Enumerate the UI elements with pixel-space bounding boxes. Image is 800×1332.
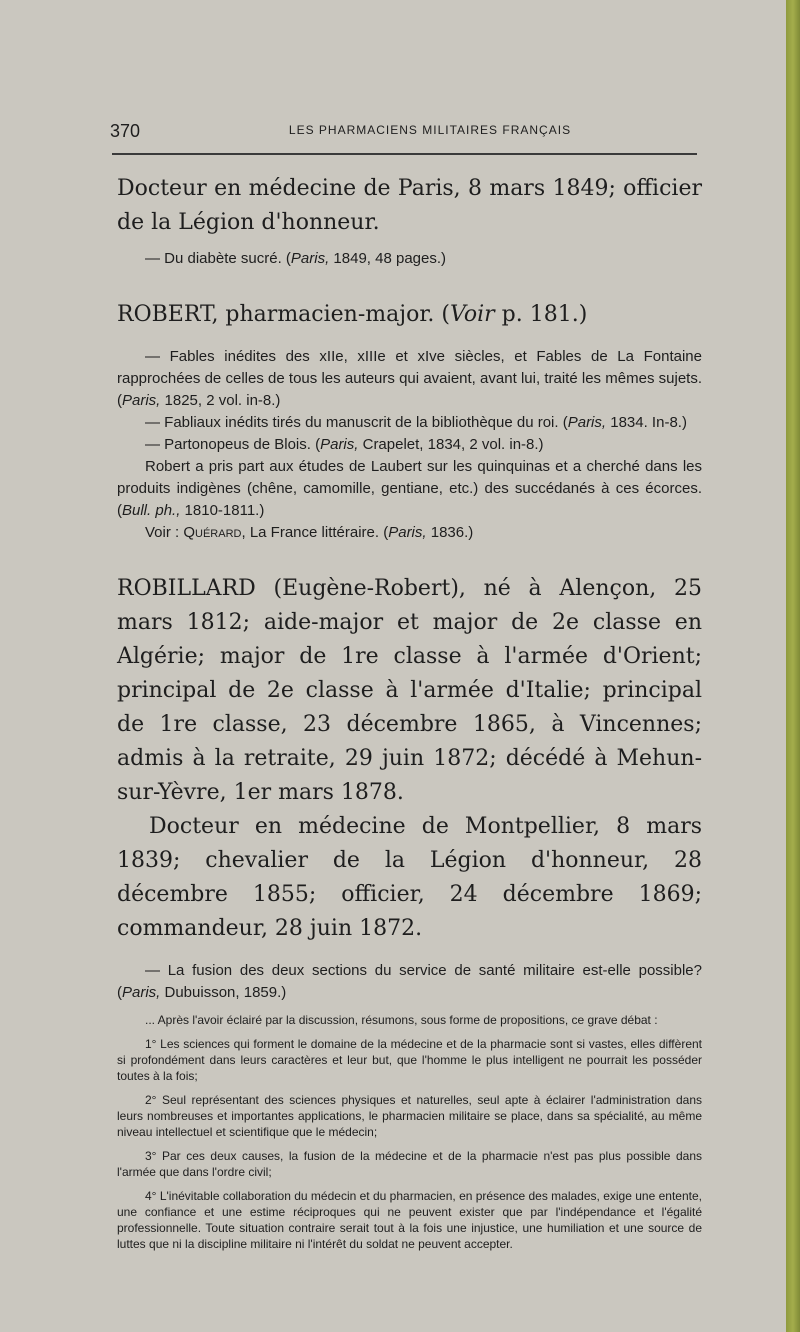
voir-city: Paris, (388, 524, 427, 541)
work-details: 1825, 2 vol. in-8.) (160, 392, 281, 409)
quote-point-1: 1° Les sciences qui forment le domaine de la médecine et de la pharmacie sont si vastes, elles diffèrent si profondément dans leurs caractères et leur but, que l'homme le plus intelligent ne pourrait les posséder toutes à la fois; (117, 1037, 702, 1083)
work-details: Crapelet, 1834, 2 vol. in-8.) (358, 436, 544, 453)
robert-note (117, 456, 702, 522)
robillard-work (117, 960, 702, 1004)
work-title: — Fables inédites des xIIe, xIIIe et xIve siècles, et Fables de La Fontaine rapprochées de celles de tous les auteurs qui avaient, avant lui, traité les mêmes sujets. ( (117, 348, 702, 409)
work-title: — La fusion des deux sections du service de santé militaire est-elle possible? ( (117, 962, 702, 1001)
voir-author: Quérard, (183, 524, 246, 541)
robert-voir (117, 522, 702, 544)
page-ref: p. 181.) (494, 302, 588, 327)
body-text (117, 172, 702, 1252)
page-number: 370 (110, 121, 141, 141)
robert-work-2 (117, 412, 702, 434)
robert-heading (117, 298, 702, 332)
voir-ref: Voir (450, 302, 495, 327)
voir-title: La France littéraire. ( (245, 524, 389, 541)
page-header (110, 121, 700, 141)
note-years: 1810-1811.) (180, 502, 265, 519)
work-title: — Partonopeus de Blois. ( (145, 436, 321, 453)
note-ref: Bull. ph., (122, 502, 181, 519)
entry-top-line: Docteur en médecine de Paris, 8 mars 1849; officier de la Légion d'honneur. (117, 176, 702, 235)
work-title: — Du diabète sucré. ( (145, 250, 291, 267)
work-details: 1834. In-8.) (606, 414, 687, 431)
work-details: 1849, 48 pages.) (329, 250, 447, 267)
robillard-doctorate: Docteur en médecine de Montpellier, 8 mars 1839; chevalier de la Légion d'honneur, 28 décembre 1855; officier, 24 décembre 1869; commandeur, 28 juin 1872. (117, 814, 702, 941)
work-city: Paris, (290, 250, 330, 267)
page-edge (786, 0, 800, 1332)
work-city: Paris, (567, 414, 607, 431)
robert-name: ROBERT, pharmacien-major. ( (117, 302, 450, 327)
voir-label: Voir : (145, 524, 184, 541)
quote-point-4: 4° L'inévitable collaboration du médecin et du pharmacien, en présence des malades, exige une entente, une confiance et une estime réciproques qui ne peuvent exister que par l'indépendance et l'égalité professionnelle. Toute situation contraire serait tout à la fois une injustice, une humiliation et une source de luttes que ni la discipline militaire ni l'intérêt du soldat ne peuvent accepter. (117, 1189, 702, 1251)
work-city: Paris, (122, 392, 161, 409)
work-details: Dubuisson, 1859.) (160, 984, 287, 1001)
quote-point-2: 2° Seul représentant des sciences physiques et naturelles, seul apte à éclairer l'administration dans leurs nombreuses et importantes applications, le pharmacien militaire se place, dans sa spécialité, au même niveau intellectuel et scientifique que le médecin; (117, 1093, 702, 1139)
note-text: Robert a pris part aux études de Laubert sur les quinquinas et a cherché dans les produits indigènes (chêne, camomille, gentiane, etc.) des succédanés à ces écorces. ( (117, 458, 702, 519)
running-head: LES PHARMACIENS MILITAIRES FRANÇAIS (288, 123, 572, 137)
voir-year: 1836.) (426, 524, 474, 541)
robert-work-3 (117, 434, 702, 456)
header-rule (112, 153, 697, 155)
work-city: Paris, (122, 984, 161, 1001)
entry-top-work (117, 248, 702, 270)
robert-work-1 (117, 346, 702, 412)
quote-point-3: 3° Par ces deux causes, la fusion de la médecine et de la pharmacie n'est pas plus possible dans l'armée que dans l'ordre civil; (117, 1149, 702, 1179)
robillard-bio: ROBILLARD (Eugène-Robert), né à Alençon, 25 mars 1812; aide-major et major de 2e classe en Algérie; major de 1re classe à l'armée d'Orient; principal de 2e classe à l'armée d'Italie; principal de 1re classe, 23 décembre 1865, à Vincennes; admis à la retraite, 29 juin 1872; décédé à Mehun-sur-Yèvre, 1er mars 1878. (117, 576, 702, 805)
work-title: — Fabliaux inédits tirés du manuscrit de la bibliothèque du roi. ( (145, 414, 568, 431)
quote-intro: ... Après l'avoir éclairé par la discussion, résumons, sous forme de propositions, ce grave débat : (145, 1013, 658, 1027)
work-city: Paris, (320, 436, 359, 453)
